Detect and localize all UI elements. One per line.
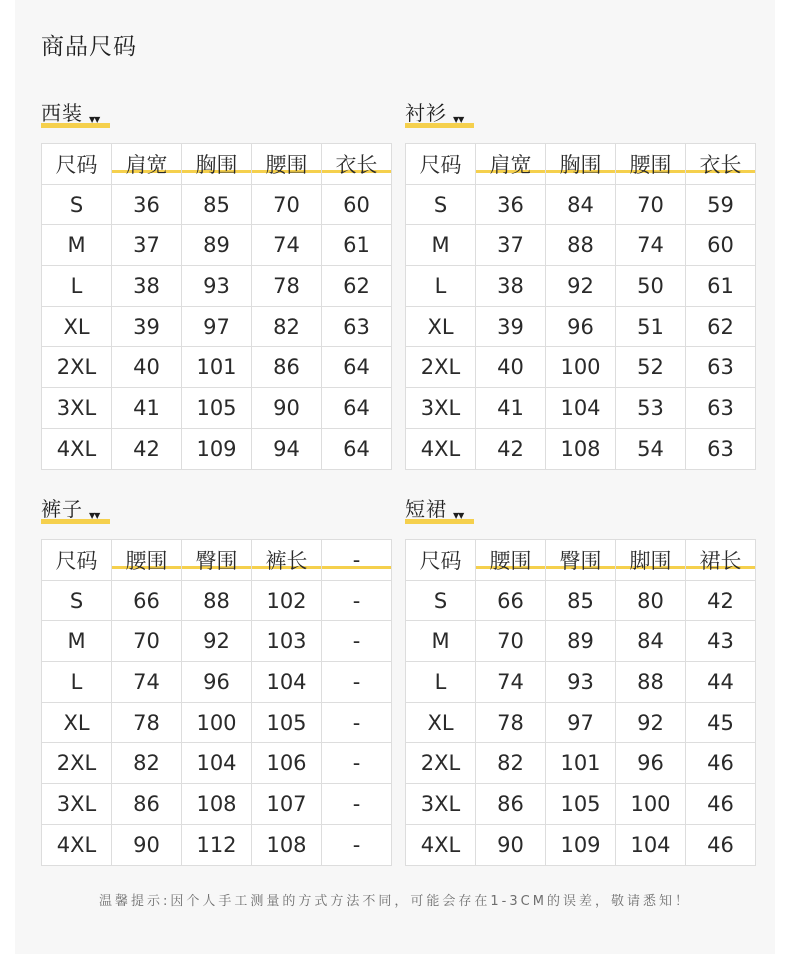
section-title: 衬衫 (405, 101, 447, 125)
column-header-label: 腰围 (265, 152, 308, 177)
column-header (112, 144, 182, 185)
measurement-cell: 44 (686, 662, 756, 703)
measurement-cell: 88 (616, 662, 686, 703)
table-row (42, 347, 392, 388)
table-row (42, 266, 392, 307)
measurement-cell: 59 (686, 184, 756, 225)
measurement-cell: 85 (546, 580, 616, 621)
measurement-cell: 93 (546, 662, 616, 703)
measurement-cell: 38 (476, 266, 546, 307)
column-header (546, 540, 616, 581)
measurement-cell: 92 (546, 266, 616, 307)
measurement-cell: 60 (322, 184, 392, 225)
footer-note: 温馨提示:因个人手工测量的方式方法不同，可能会存在1-3CM的误差，敬请悉知！ (99, 894, 691, 909)
column-header (476, 540, 546, 581)
measurement-cell: 88 (182, 580, 252, 621)
column-header-label: 裙长 (699, 548, 742, 573)
table-row (406, 743, 756, 784)
column-header-label: 腰围 (489, 548, 532, 573)
column-header-label: 胸围 (195, 152, 238, 177)
measurement-cell: 54 (616, 428, 686, 469)
table-row (42, 824, 392, 865)
column-header-label: 肩宽 (125, 152, 168, 177)
table-row (42, 784, 392, 825)
measurement-cell: 63 (686, 347, 756, 388)
table-row (406, 388, 756, 429)
size-label-cell: M (406, 621, 476, 662)
column-header-label: 胸围 (559, 152, 602, 177)
measurement-cell: 97 (546, 702, 616, 743)
measurement-cell: 101 (182, 347, 252, 388)
section-pants (41, 493, 393, 857)
measurement-cell: - (322, 621, 392, 662)
table-header-row (406, 540, 756, 581)
measurement-cell: 70 (616, 184, 686, 225)
column-header-label: 尺码 (419, 152, 462, 177)
measurement-cell: 52 (616, 347, 686, 388)
measurement-cell: 74 (616, 225, 686, 266)
measurement-cell: 50 (616, 266, 686, 307)
measurement-cell: 41 (476, 388, 546, 429)
table-row (406, 784, 756, 825)
measurement-cell: 104 (546, 388, 616, 429)
measurement-cell: 112 (182, 824, 252, 865)
measurement-cell: 105 (252, 702, 322, 743)
measurement-cell: 105 (546, 784, 616, 825)
measurement-cell: 64 (322, 347, 392, 388)
measurement-cell: 86 (252, 347, 322, 388)
measurement-cell: 42 (476, 428, 546, 469)
size-label-cell: XL (406, 702, 476, 743)
measurement-cell: 64 (322, 428, 392, 469)
table-row (406, 347, 756, 388)
size-table (405, 539, 756, 866)
table-header-row (406, 144, 756, 185)
size-table (41, 143, 392, 470)
size-label-cell: 2XL (42, 347, 112, 388)
measurement-cell: 43 (686, 621, 756, 662)
measurement-cell: 64 (322, 388, 392, 429)
size-label-cell: 2XL (406, 743, 476, 784)
measurement-cell: 82 (476, 743, 546, 784)
size-label-cell: M (406, 225, 476, 266)
column-header (42, 144, 112, 185)
table-row (42, 428, 392, 469)
size-label-cell: S (42, 184, 112, 225)
measurement-cell: 39 (112, 306, 182, 347)
table-row (42, 225, 392, 266)
measurement-cell: 84 (546, 184, 616, 225)
measurement-cell: 53 (616, 388, 686, 429)
measurement-cell: 108 (182, 784, 252, 825)
measurement-cell: 78 (112, 702, 182, 743)
measurement-cell: 92 (616, 702, 686, 743)
triangle-down-icon: ▼▼ (453, 511, 464, 520)
page-title: 商品尺码 (41, 34, 137, 60)
measurement-cell: 103 (252, 621, 322, 662)
measurement-cell: 74 (112, 662, 182, 703)
column-header (182, 144, 252, 185)
column-header-label: 臀围 (195, 548, 238, 573)
table-header-row (42, 540, 392, 581)
table-row (42, 306, 392, 347)
section-title: 西装 (41, 101, 83, 125)
measurement-cell: 62 (686, 306, 756, 347)
section-title: 裤子 (41, 497, 83, 521)
column-header (322, 540, 392, 581)
table-row (406, 824, 756, 865)
measurement-cell: 42 (112, 428, 182, 469)
column-header-label: 腰围 (125, 548, 168, 573)
table-row (406, 702, 756, 743)
column-header (546, 144, 616, 185)
measurement-cell: 101 (546, 743, 616, 784)
table-row (42, 702, 392, 743)
measurement-cell: 37 (112, 225, 182, 266)
table-row (42, 662, 392, 703)
size-label-cell: XL (42, 702, 112, 743)
measurement-cell: 62 (322, 266, 392, 307)
column-header (476, 144, 546, 185)
measurement-cell: 89 (182, 225, 252, 266)
measurement-cell: 46 (686, 824, 756, 865)
measurement-cell: 86 (476, 784, 546, 825)
column-header-label: 衣长 (699, 152, 742, 177)
column-header (616, 144, 686, 185)
table-row (406, 225, 756, 266)
size-label-cell: M (42, 225, 112, 266)
size-label-cell: 4XL (406, 428, 476, 469)
measurement-cell: 41 (112, 388, 182, 429)
size-label-cell: L (406, 662, 476, 703)
size-label-cell: 3XL (42, 784, 112, 825)
measurement-cell: 100 (546, 347, 616, 388)
size-label-cell: 3XL (406, 784, 476, 825)
measurement-cell: 106 (252, 743, 322, 784)
section-skirt (405, 493, 757, 857)
measurement-cell: 88 (546, 225, 616, 266)
table-row (42, 580, 392, 621)
measurement-cell: 104 (616, 824, 686, 865)
table-row (406, 621, 756, 662)
section-header (41, 493, 393, 529)
size-table (405, 143, 756, 470)
measurement-cell: 70 (476, 621, 546, 662)
measurement-cell: 63 (686, 388, 756, 429)
column-header-label: 脚围 (629, 548, 672, 573)
column-header-label: 臀围 (559, 548, 602, 573)
column-header-label: 衣长 (335, 152, 378, 177)
triangle-down-icon: ▼▼ (453, 115, 464, 124)
measurement-cell: 45 (686, 702, 756, 743)
column-header (182, 540, 252, 581)
measurement-cell: 78 (476, 702, 546, 743)
measurement-cell: 90 (252, 388, 322, 429)
measurement-cell: 105 (182, 388, 252, 429)
column-header-label: 尺码 (419, 548, 462, 573)
size-label-cell: S (406, 184, 476, 225)
triangle-down-icon: ▼▼ (89, 511, 100, 520)
column-header (252, 144, 322, 185)
measurement-cell: 96 (182, 662, 252, 703)
measurement-cell: 61 (686, 266, 756, 307)
measurement-cell: 104 (252, 662, 322, 703)
measurement-cell: 78 (252, 266, 322, 307)
size-label-cell: 2XL (406, 347, 476, 388)
measurement-cell: - (322, 784, 392, 825)
table-row (42, 388, 392, 429)
table-row (406, 306, 756, 347)
measurement-cell: 90 (476, 824, 546, 865)
table-row (42, 621, 392, 662)
size-label-cell: L (406, 266, 476, 307)
section-header (405, 97, 757, 133)
section-shirt (405, 97, 757, 461)
measurement-cell: 80 (616, 580, 686, 621)
measurement-cell: 74 (476, 662, 546, 703)
measurement-cell: 39 (476, 306, 546, 347)
table-row (406, 266, 756, 307)
measurement-cell: 107 (252, 784, 322, 825)
measurement-cell: 96 (546, 306, 616, 347)
measurement-cell: 93 (182, 266, 252, 307)
column-header-label: 尺码 (55, 152, 98, 177)
measurement-cell: - (322, 662, 392, 703)
measurement-cell: 42 (686, 580, 756, 621)
measurement-cell: 85 (182, 184, 252, 225)
measurement-cell: 66 (476, 580, 546, 621)
measurement-cell: 109 (546, 824, 616, 865)
table-row (406, 428, 756, 469)
column-header (686, 540, 756, 581)
measurement-cell: 36 (112, 184, 182, 225)
size-label-cell: L (42, 662, 112, 703)
column-header (616, 540, 686, 581)
measurement-cell: 104 (182, 743, 252, 784)
table-row (406, 580, 756, 621)
measurement-cell: 74 (252, 225, 322, 266)
column-header (686, 144, 756, 185)
measurement-cell: 90 (112, 824, 182, 865)
table-row (406, 184, 756, 225)
measurement-cell: 46 (686, 784, 756, 825)
size-label-cell: XL (42, 306, 112, 347)
size-label-cell: 4XL (42, 428, 112, 469)
section-header (41, 97, 393, 133)
size-label-cell: S (42, 580, 112, 621)
measurement-cell: 108 (546, 428, 616, 469)
column-header-label: 尺码 (55, 548, 98, 573)
measurement-cell: 102 (252, 580, 322, 621)
measurement-cell: 86 (112, 784, 182, 825)
table-header-row (42, 144, 392, 185)
measurement-cell: 108 (252, 824, 322, 865)
column-header (406, 144, 476, 185)
section-header (405, 493, 757, 529)
measurement-cell: 37 (476, 225, 546, 266)
column-header (252, 540, 322, 581)
column-header (42, 540, 112, 581)
size-label-cell: 3XL (406, 388, 476, 429)
size-table (41, 539, 392, 866)
size-label-cell: S (406, 580, 476, 621)
measurement-cell: 89 (546, 621, 616, 662)
measurement-cell: 66 (112, 580, 182, 621)
measurement-cell: 100 (616, 784, 686, 825)
size-label-cell: 4XL (406, 824, 476, 865)
measurement-cell: 51 (616, 306, 686, 347)
table-row (42, 743, 392, 784)
column-header-label: - (352, 547, 361, 572)
triangle-down-icon: ▼▼ (89, 115, 100, 124)
measurement-cell: 40 (476, 347, 546, 388)
measurement-cell: 70 (252, 184, 322, 225)
size-label-cell: M (42, 621, 112, 662)
measurement-cell: 63 (322, 306, 392, 347)
size-label-cell: 2XL (42, 743, 112, 784)
measurement-cell: 84 (616, 621, 686, 662)
measurement-cell: 82 (112, 743, 182, 784)
measurement-cell: 38 (112, 266, 182, 307)
size-label-cell: 3XL (42, 388, 112, 429)
size-label-cell: 4XL (42, 824, 112, 865)
size-label-cell: L (42, 266, 112, 307)
table-row (406, 662, 756, 703)
measurement-cell: 97 (182, 306, 252, 347)
measurement-cell: - (322, 743, 392, 784)
measurement-cell: 40 (112, 347, 182, 388)
measurement-cell: 82 (252, 306, 322, 347)
measurement-cell: 63 (686, 428, 756, 469)
measurement-cell: 92 (182, 621, 252, 662)
measurement-cell: 94 (252, 428, 322, 469)
measurement-cell: - (322, 702, 392, 743)
column-header (406, 540, 476, 581)
section-suit (41, 97, 393, 461)
measurement-cell: 100 (182, 702, 252, 743)
measurement-cell: 60 (686, 225, 756, 266)
measurement-cell: - (322, 580, 392, 621)
column-header-label: 肩宽 (489, 152, 532, 177)
measurement-cell: 109 (182, 428, 252, 469)
column-header (112, 540, 182, 581)
measurement-cell: 36 (476, 184, 546, 225)
measurement-cell: 61 (322, 225, 392, 266)
column-header-label: 裤长 (265, 548, 308, 573)
section-title: 短裙 (405, 497, 447, 521)
column-header (322, 144, 392, 185)
size-label-cell: XL (406, 306, 476, 347)
measurement-cell: - (322, 824, 392, 865)
measurement-cell: 46 (686, 743, 756, 784)
measurement-cell: 96 (616, 743, 686, 784)
measurement-cell: 70 (112, 621, 182, 662)
table-row (42, 184, 392, 225)
column-header-label: 腰围 (629, 152, 672, 177)
